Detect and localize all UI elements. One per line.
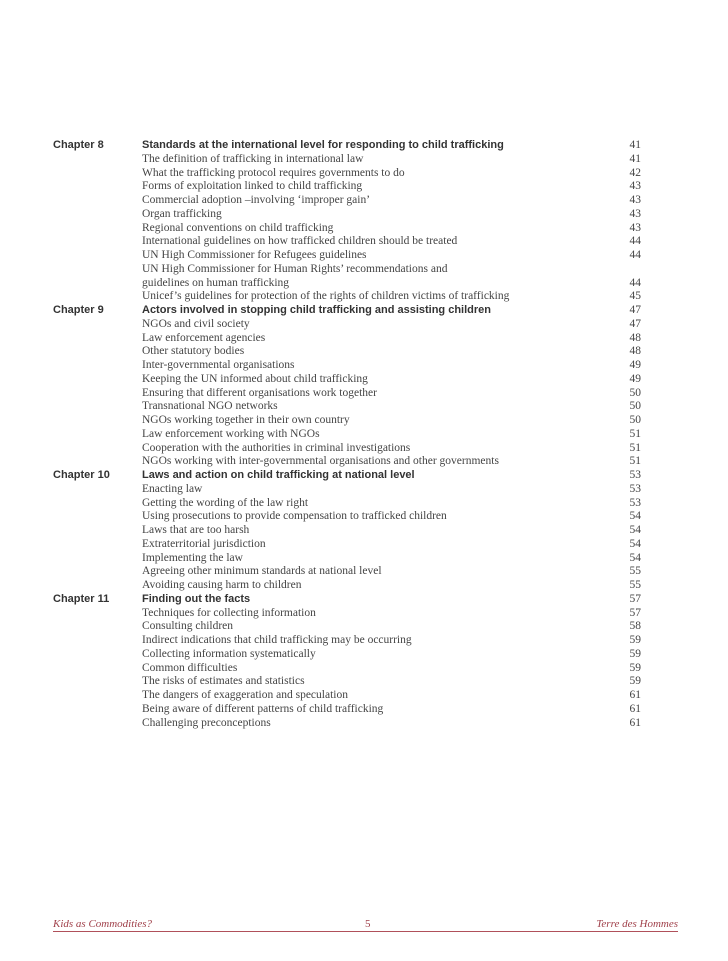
section-title: Inter-governmental organisations	[142, 359, 295, 371]
page-number: 50	[629, 414, 641, 426]
toc-entry	[53, 400, 641, 414]
section-title: What the trafficking protocol requires governments to do	[142, 166, 405, 179]
section-title: UN High Commissioner for Human Rights’ recommendations and guidelines on human trafficking	[142, 262, 448, 289]
page-number: 53	[629, 482, 641, 495]
toc-entry	[53, 442, 641, 456]
chapter-block	[53, 593, 641, 731]
footer-divider	[53, 931, 678, 932]
page-footer	[53, 918, 678, 932]
page-number: 47	[629, 317, 641, 330]
chapter-label: Chapter 9	[53, 304, 104, 316]
chapter-heading-row	[53, 304, 641, 318]
section-title: Law enforcement working with NGOs	[142, 427, 320, 440]
section-title: Law enforcement agencies	[142, 331, 266, 344]
section-title: Cooperation with the authorities in criminal investigations	[142, 441, 411, 454]
toc-entry	[53, 167, 641, 181]
section-title: Enacting law	[142, 482, 203, 495]
page-number: 51	[629, 427, 641, 440]
toc-entry	[53, 263, 641, 291]
chapter-block	[53, 139, 641, 304]
toc-entry	[53, 579, 641, 593]
toc-entry	[53, 373, 641, 387]
chapter-heading-row	[53, 139, 641, 153]
page-number: 59	[629, 661, 641, 674]
chapter-title: Finding out the facts	[142, 592, 251, 605]
toc-entry	[53, 607, 641, 621]
chapter-heading-row	[53, 469, 641, 483]
page-number: 55	[629, 579, 641, 591]
section-title: NGOs and civil society	[142, 317, 250, 330]
page-number: 57	[629, 606, 641, 619]
toc-entry	[53, 318, 641, 332]
chapter-block	[53, 304, 641, 469]
page-number: 51	[629, 455, 641, 468]
page-number: 44	[629, 235, 641, 248]
chapter-block	[53, 469, 641, 593]
page-number: 59	[629, 675, 641, 688]
chapter-label: Chapter 11	[53, 592, 110, 605]
section-title: Being aware of different patterns of child trafficking	[142, 702, 384, 715]
toc-entry	[53, 332, 641, 346]
toc-entry	[53, 634, 641, 648]
toc-entry	[53, 180, 641, 194]
section-title: Implementing the law	[142, 551, 243, 564]
section-title: Challenging preconceptions	[142, 716, 271, 729]
chapter-heading-row	[53, 593, 641, 607]
section-title: International guidelines on how trafficked children should be treated	[142, 235, 458, 248]
page-number: 47	[629, 304, 641, 316]
section-title: NGOs working together in their own country	[142, 414, 350, 426]
page-number: 53	[629, 469, 641, 481]
section-title: Avoiding causing harm to children	[142, 579, 302, 591]
toc-entry	[53, 662, 641, 676]
page-number: 44	[629, 276, 641, 289]
page-number: 49	[629, 359, 641, 371]
toc-entry	[53, 483, 641, 497]
section-title: Ensuring that different organisations work together	[142, 386, 377, 399]
page-number: 48	[629, 331, 641, 344]
page-number: 41	[629, 139, 641, 151]
page-number: 44	[629, 249, 641, 261]
toc-entry	[53, 235, 641, 249]
toc-entry	[53, 675, 641, 689]
chapter-title: Laws and action on child trafficking at national level	[142, 469, 415, 481]
page-number: 55	[629, 565, 641, 578]
page-number: 53	[629, 496, 641, 509]
page-number: 61	[629, 689, 641, 701]
toc-entry	[53, 689, 641, 703]
section-title: Agreeing other minimum standards at national level	[142, 565, 382, 578]
section-title: Getting the wording of the law right	[142, 496, 309, 509]
toc-entry	[53, 497, 641, 511]
page-number: 59	[629, 634, 641, 646]
toc-entry	[53, 208, 641, 222]
page-number: 48	[629, 345, 641, 358]
section-title: Regional conventions on child trafficking	[142, 221, 334, 234]
toc-entry	[53, 524, 641, 538]
page-number: 59	[629, 647, 641, 660]
page-number: 54	[629, 551, 641, 564]
section-title: Other statutory bodies	[142, 345, 245, 358]
section-title: Forms of exploitation linked to child trafficking	[142, 180, 363, 193]
table-of-contents	[53, 139, 641, 730]
section-title: Extraterritorial jurisdiction	[142, 537, 266, 550]
toc-entry	[53, 703, 641, 717]
section-title: UN High Commissioner for Refugees guidelines	[142, 249, 367, 261]
page-number: 57	[629, 592, 641, 605]
page-number: 54	[629, 524, 641, 536]
page-number: 43	[629, 180, 641, 193]
section-title: Using prosecutions to provide compensation to trafficked children	[142, 510, 447, 523]
chapter-label: Chapter 10	[53, 469, 110, 481]
toc-entry	[53, 620, 641, 634]
toc-entry	[53, 552, 641, 566]
toc-entry	[53, 648, 641, 662]
section-title: Commercial adoption –involving ‘improper gain’	[142, 194, 371, 206]
page-number: 45	[629, 290, 641, 303]
page-number: 54	[629, 510, 641, 523]
toc-entry	[53, 249, 641, 263]
section-title: Unicef’s guidelines for protection of the rights of children victims of trafficking	[142, 290, 510, 303]
section-title: The definition of trafficking in international law	[142, 152, 364, 165]
chapter-title: Actors involved in stopping child trafficking and assisting children	[142, 304, 491, 316]
page-number: 61	[629, 716, 641, 729]
section-title: Consulting children	[142, 620, 234, 633]
toc-entry	[53, 717, 641, 731]
page-number: 43	[629, 194, 641, 206]
footer-page-number: 5	[365, 918, 371, 930]
section-title: Common difficulties	[142, 661, 238, 674]
toc-entry	[53, 153, 641, 167]
section-title: Techniques for collecting information	[142, 606, 316, 619]
toc-entry	[53, 565, 641, 579]
section-title: NGOs working with inter-governmental organisations and other governments	[142, 455, 499, 468]
toc-entry	[53, 510, 641, 524]
toc-entry	[53, 290, 641, 304]
toc-entry	[53, 414, 641, 428]
section-title: Organ trafficking	[142, 207, 222, 220]
page-number: 58	[629, 620, 641, 633]
page-number: 43	[629, 221, 641, 234]
toc-entry	[53, 194, 641, 208]
section-title: The dangers of exaggeration and speculation	[142, 689, 348, 701]
page-number: 50	[629, 386, 641, 399]
section-title: Laws that are too harsh	[142, 524, 250, 536]
toc-entry	[53, 345, 641, 359]
page-number: 49	[629, 372, 641, 385]
chapter-label: Chapter 8	[53, 139, 104, 151]
toc-entry	[53, 428, 641, 442]
page-number: 43	[629, 207, 641, 220]
footer-publisher: Terre des Hommes	[596, 918, 678, 930]
footer-publication-title: Kids as Commodities?	[53, 918, 153, 930]
section-title: Keeping the UN informed about child trafficking	[142, 372, 368, 385]
toc-entry	[53, 359, 641, 373]
toc-entry	[53, 387, 641, 401]
chapter-title: Standards at the international level for responding to child trafficking	[142, 139, 504, 151]
page-number: 50	[629, 400, 641, 413]
section-title: Indirect indications that child trafficking may be occurring	[142, 634, 412, 646]
page-number: 42	[629, 166, 641, 179]
toc-entry	[53, 538, 641, 552]
section-title: Transnational NGO networks	[142, 400, 278, 413]
toc-entry	[53, 455, 641, 469]
section-title: Collecting information systematically	[142, 647, 316, 660]
page-number: 61	[629, 702, 641, 715]
toc-entry	[53, 222, 641, 236]
section-title: The risks of estimates and statistics	[142, 675, 305, 688]
page-number: 51	[629, 441, 641, 454]
page-number: 41	[629, 152, 641, 165]
page-number: 54	[629, 537, 641, 550]
